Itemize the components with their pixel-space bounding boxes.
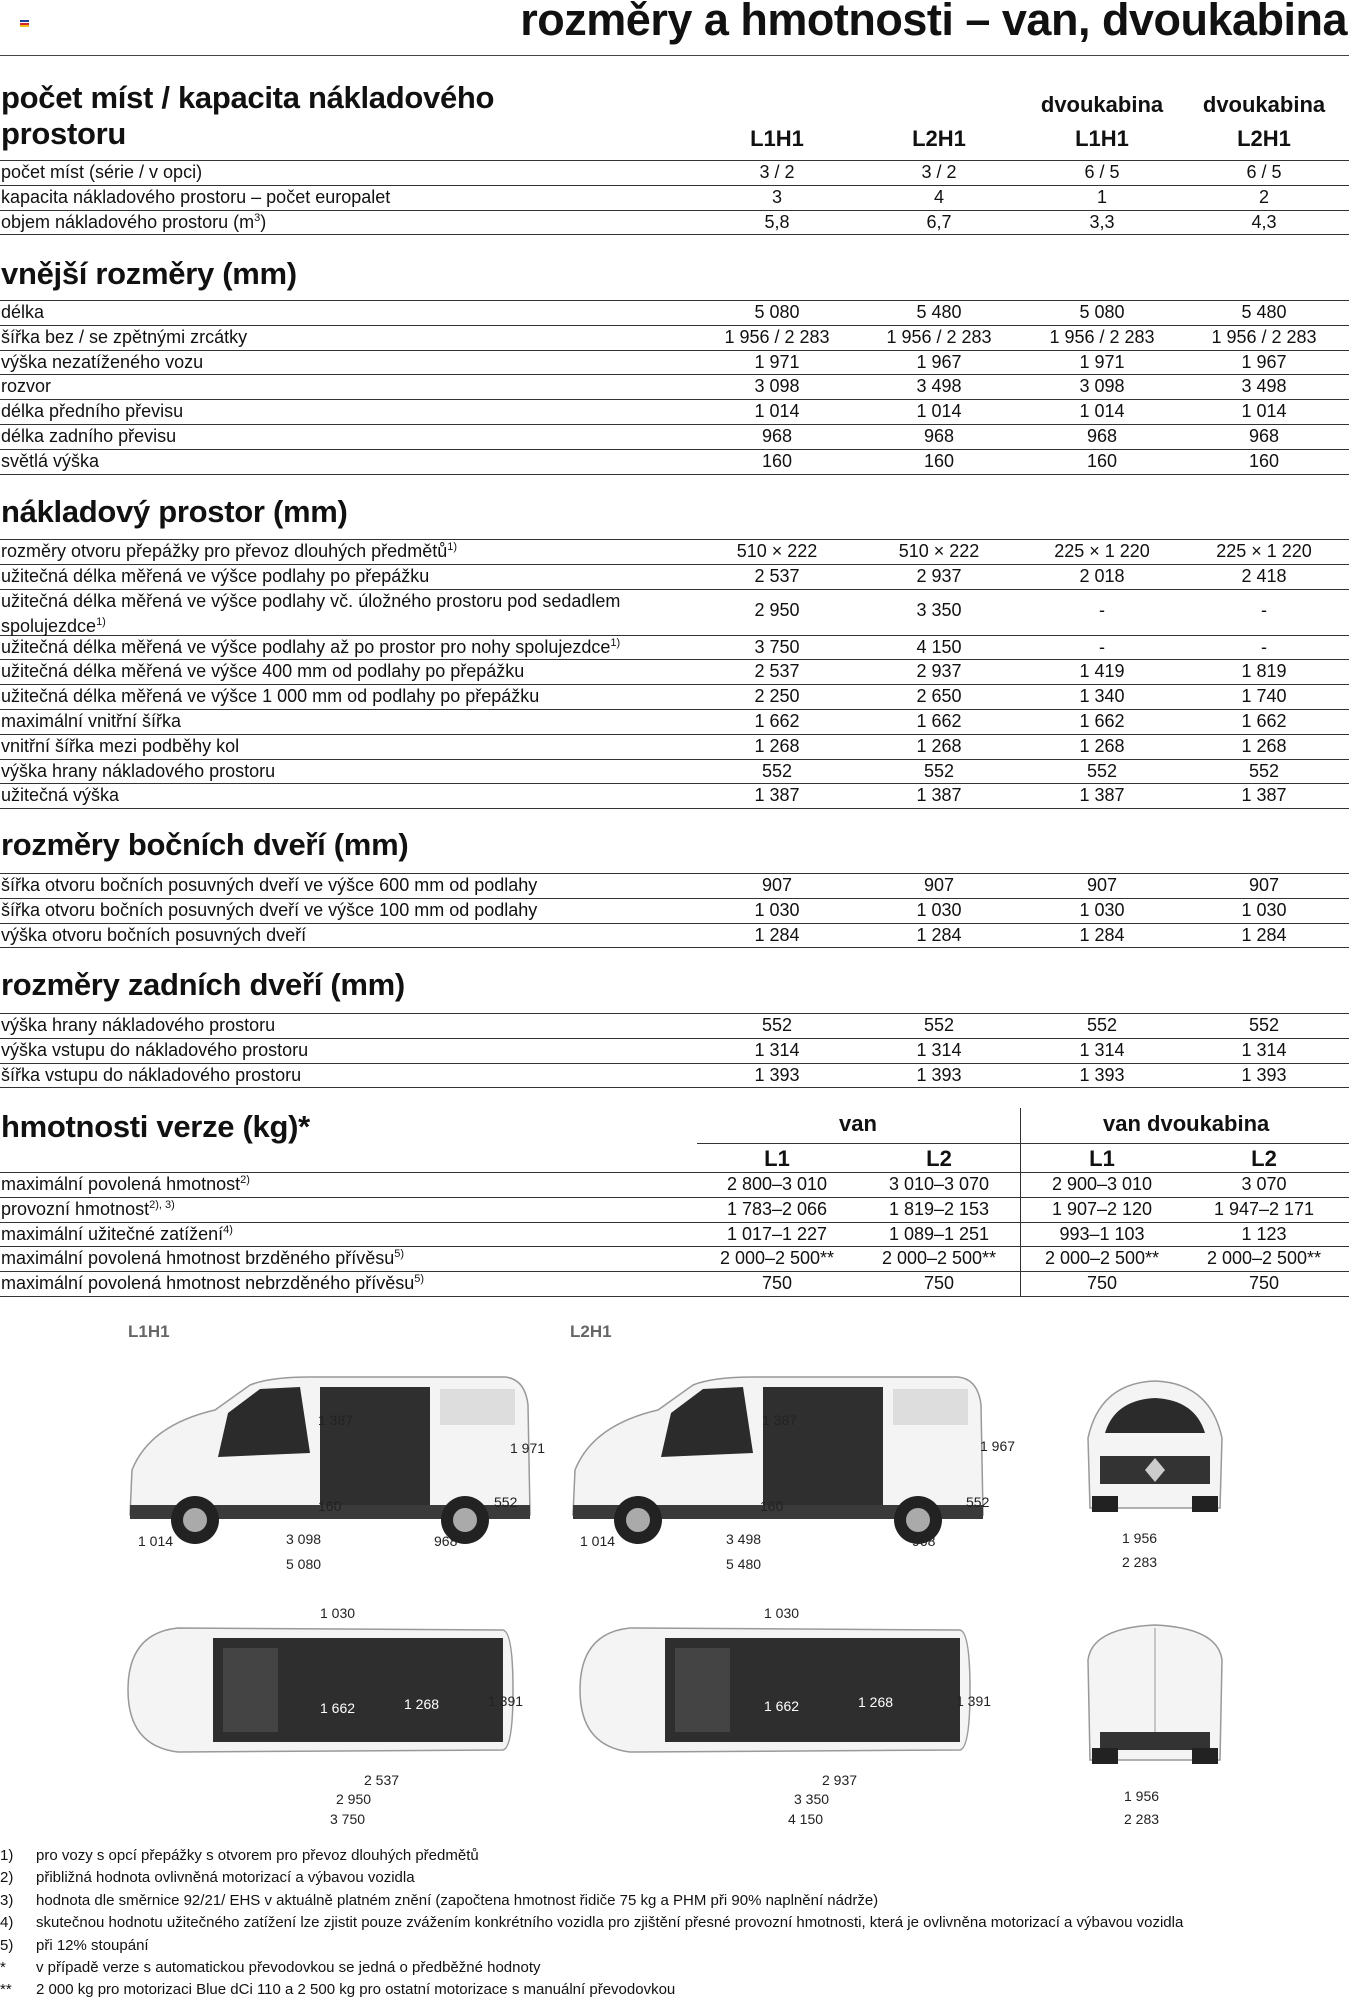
table-cell: 552 [923,1015,955,1035]
table-cell: 552 [761,1015,793,1035]
table-cell: 552 [1248,1015,1280,1035]
table-cell: 3 498 [916,376,962,397]
table-cell: 907 [1086,875,1118,895]
table-cell: 1 284 [1241,924,1287,945]
l2-rear-overhang: 968 [912,1533,936,1549]
table-cell: 907 [761,875,793,895]
table-row [0,710,1349,735]
table-row [0,301,1349,326]
l1-sill: 552 [494,1494,518,1510]
table-cell: 4 150 [916,636,962,657]
row-label: šířka bez / se zpětnými zrcátky [1,326,248,347]
row-label: délka [1,302,45,322]
table-cell: 160 [1086,450,1118,471]
table-cell: 907 [923,875,955,895]
row-label: užitečná délka měřená ve výšce podlahy až po prostor pro nohy spolujezdce$^{1)}$ [1,636,621,657]
footnote-number: 4) [0,1914,14,1932]
table-cell: 1 340 [1079,686,1125,707]
table-row [0,1064,1349,1089]
table-cell: 1 268 [916,735,962,756]
table-row [0,924,1349,949]
table-cell: 1 387 [916,785,962,806]
table-cell: 750 [923,1273,955,1294]
table-cell: 6 / 5 [1084,162,1120,182]
footnote-number: 3) [0,1891,14,1909]
row-label: maximální vnitřní šířka [1,711,182,731]
table-cell: 3 070 [1241,1174,1287,1194]
col-top-4: dvoukabina [1202,92,1326,117]
table-row [0,1272,1349,1297]
table-row [0,1014,1349,1039]
footnote-number: 1) [0,1847,14,1864]
l2-max-width: 1 662 [764,1698,800,1714]
w-col-4: L2 [1251,1146,1277,1171]
table-row [0,425,1349,450]
table-row [0,660,1349,685]
row-label: maximální povolená hmotnost brzděného přívěsu$^{5)}$ [1,1248,405,1269]
rear-view [1070,1620,1240,1770]
table-cell: 1 314 [916,1039,962,1060]
table-cell: 1 030 [916,899,962,920]
table-cell: 1 387 [1241,785,1287,806]
table-cell: 993–1 103 [1059,1223,1145,1244]
table-cell: - [1099,636,1105,657]
table-cell: 968 [1086,426,1118,446]
table-row [0,1039,1349,1064]
diagram-label-l2h1: L2H1 [570,1322,612,1341]
table-row [0,565,1349,590]
table-cell: 510 × 222 [898,541,980,561]
table-cell: 1 017–1 227 [726,1223,828,1244]
table-cell: 552 [761,760,793,781]
table-row [0,685,1349,710]
capacity-title-line1: počet míst / kapacita nákladového [1,80,495,115]
table-cell: 1 956 / 2 283 [724,326,830,347]
l2-len-3: 4 150 [788,1811,824,1827]
row-label: výška nezatíženého vozu [1,351,204,372]
col-bottom-1: L1H1 [750,126,804,151]
table-cell: 968 [923,426,955,446]
table-cell: 3 750 [754,636,800,657]
row-label: délka předního převisu [1,401,184,422]
table-cell: 1 971 [1079,351,1125,372]
row-label: kapacita nákladového prostoru – počet europalet [1,186,391,207]
table-row [0,375,1349,400]
table-cell: 1 314 [754,1039,800,1060]
table-row [0,1198,1349,1223]
table-cell: 1 740 [1241,686,1287,707]
table-row [0,760,1349,785]
footnote-text: v případě verze s automatickou převodovkou se jedná o předběžné hodnoty [36,1959,541,1976]
row-label: výška vstupu do nákladového prostoru [1,1039,309,1060]
table-cell: 160 [923,450,955,471]
group-van: van [839,1111,877,1136]
table-cell: 5,8 [764,211,790,232]
table-cell: 1 014 [1241,401,1287,422]
row-label: počet míst (série / v opci) [1,162,203,182]
table-row [0,735,1349,760]
table-cell: 2 [1258,186,1269,207]
table-cell: 1 662 [754,711,800,731]
rear-doors-title: rozměry zadních dveří (mm) [1,967,405,1002]
table-cell: 2 950 [754,599,800,620]
table-row [0,784,1349,809]
table-row [0,590,1349,636]
table-cell: 3 010–3 070 [888,1174,990,1194]
w-col-3: L1 [1089,1146,1115,1171]
l2-rear-width: 1 391 [956,1693,992,1709]
col-bottom-4: L2H1 [1237,126,1291,151]
rear-width: 1 956 [1124,1788,1160,1804]
table-cell: 552 [1248,760,1280,781]
table-cell: 2 000–2 500** [719,1248,835,1269]
table-cell: 1 387 [1079,785,1125,806]
l1h1-top-view [118,1618,518,1763]
table-cell: 2 900–3 010 [1051,1174,1153,1194]
l1-ground: 160 [318,1498,342,1514]
table-cell: 5 480 [1241,302,1287,322]
table-cell: 750 [1086,1273,1118,1294]
table-row [0,1223,1349,1248]
group-van-dvoukabina: van dvoukabina [1103,1111,1270,1136]
row-label: užitečná délka měřená ve výšce 400 mm od podlahy po přepážku [1,661,525,682]
table-cell: 4 [933,186,944,207]
row-label: užitečná délka měřená ve výšce podlahy po přepážku [1,565,430,586]
table-cell: 1 967 [1241,351,1287,372]
table-row [0,351,1349,376]
footnote-number: 5) [0,1936,14,1954]
table-cell: 1 284 [1079,924,1125,945]
l1-wheel-width: 1 268 [404,1696,440,1712]
table-row [0,450,1349,475]
table-cell: 510 × 222 [736,541,818,561]
l1h1-side-view [110,1365,540,1565]
l1-len-2: 2 950 [336,1791,372,1807]
table-cell: 3 098 [1079,376,1125,397]
table-cell: 3,3 [1089,211,1115,232]
table-cell: 1 030 [1241,899,1287,920]
table-cell: 1 089–1 251 [888,1223,990,1244]
row-label: provozní hmotnost$^{2), 3)}$ [1,1198,175,1219]
footnote-text: skutečnou hodnotu užitečného zatížení lze zjistit pouze zvážením konkrétního vozidla pro zjištění přesné provozní hmotnosti, která je ovlivněna motorizací a výbavou vozidla [36,1914,1184,1932]
footnote-text: při 12% stoupání [36,1936,149,1954]
table-cell: 1 956 / 2 283 [1049,326,1155,347]
table-cell: 1 [1096,186,1107,207]
table-cell: 2 418 [1241,565,1287,586]
table-cell: 6,7 [926,211,952,232]
table-cell: 1 393 [1241,1064,1287,1085]
footnote-text: přibližná hodnota ovlivněná motorizací a výbavou vozidla [36,1869,415,1887]
l1-wheelbase: 3 098 [286,1531,322,1547]
table-cell: 1 947–2 171 [1213,1198,1315,1219]
table-cell: 1 284 [916,924,962,945]
table-cell: 1 819 [1241,661,1287,682]
row-label: výška hrany nákladového prostoru [1,1015,276,1035]
table-cell: 1 284 [754,924,800,945]
table-cell: 750 [1248,1273,1280,1294]
table-cell: 968 [761,426,793,446]
footnote-text: pro vozy s opcí přepážky s otvorem pro převoz dlouhých předmětů [36,1847,479,1864]
l2-door-width: 1 030 [764,1605,800,1621]
table-cell: 3 498 [1241,376,1287,397]
table-cell: 2 537 [754,661,800,682]
l2-ground: 160 [760,1498,784,1514]
table-cell: 3 098 [754,376,800,397]
table-cell: 1 956 / 2 283 [1211,326,1317,347]
table-cell: - [1099,599,1105,620]
row-label: vnitřní šířka mezi podběhy kol [1,735,240,756]
l1-len-1: 2 537 [364,1772,400,1788]
diagram-label-l1h1: L1H1 [128,1322,170,1341]
table-cell: 160 [761,450,793,471]
l2-wheel-width: 1 268 [858,1694,894,1710]
capacity-title-line2: prostoru [1,116,127,151]
row-label: délka zadního převisu [1,426,177,446]
table-cell: 1 967 [916,351,962,372]
l1-front-overhang: 1 014 [138,1533,174,1549]
footnote-number: 2) [0,1869,14,1887]
table-cell: 2 937 [916,565,962,586]
footnote-text: 2 000 kg pro motorizaci Blue dCi 110 a 2 500 kg pro ostatní motorizace s manuální převodovkou [36,1981,676,1999]
table-row [0,211,1349,236]
table-cell: 5 080 [1079,302,1125,322]
table-row [0,400,1349,425]
table-cell: 2 000–2 500** [1044,1248,1160,1269]
page-header [0,0,1349,56]
table-cell: 1 971 [754,351,800,372]
l2-cargo-height: 1 387 [762,1412,798,1428]
table-cell: 2 937 [916,661,962,682]
w-col-1: L1 [764,1146,790,1171]
table-row [0,1173,1349,1198]
row-label: maximální povolená hmotnost$^{2)}$ [1,1174,250,1194]
flag-icon [20,20,29,27]
table-cell: 5 080 [754,302,800,322]
table-cell: 1 662 [1241,711,1287,731]
weights-group-rule [697,1143,1349,1144]
l1-rear-width: 1 391 [488,1693,524,1709]
row-label: šířka otvoru bočních posuvných dveří ve výšce 100 mm od podlahy [1,899,538,920]
table-cell: 552 [923,760,955,781]
col-bottom-3: L1H1 [1075,126,1129,151]
row-label: výška hrany nákladového prostoru [1,760,276,781]
rear-width-mirrors: 2 283 [1124,1811,1160,1827]
l2-wheelbase: 3 498 [726,1531,762,1547]
table-cell: 1 956 / 2 283 [886,326,992,347]
row-label: maximální užitečné zatížení$^{4)}$ [1,1223,233,1244]
table-cell: 1 014 [916,401,962,422]
l1-length: 5 080 [286,1556,322,1572]
table-cell: 1 387 [754,785,800,806]
table-cell: 1 268 [754,735,800,756]
table-row [0,186,1349,211]
row-label: užitečná délka měřená ve výšce 1 000 mm od podlahy po přepážku [1,686,540,707]
table-cell: 1 393 [916,1064,962,1085]
row-label: šířka otvoru bočních posuvných dveří ve výšce 600 mm od podlahy [1,875,538,895]
table-cell: 1 314 [1079,1039,1125,1060]
l2-len-2: 3 350 [794,1791,830,1807]
table-cell: 2 000–2 500** [1206,1248,1322,1269]
table-row [0,326,1349,351]
l2-sill: 552 [966,1494,990,1510]
table-cell: 1 662 [916,711,962,731]
side-doors-title: rozměry bočních dveří (mm) [1,827,409,862]
table-cell: 1 030 [754,899,800,920]
footnote-text: hodnota dle směrnice 92/21/ EHS v aktuálně platném znění (započtena hmotnost řidiče 75 kg a PHM při 90% naplnění nádrže) [36,1891,879,1909]
col-bottom-2: L2H1 [912,126,966,151]
front-width-mirrors: 2 283 [1122,1554,1158,1570]
table-cell: 1 393 [1079,1064,1125,1085]
row-label: světlá výška [1,450,100,471]
w-col-2: L2 [926,1146,952,1171]
table-cell: 552 [1086,1015,1118,1035]
table-row [0,874,1349,899]
table-cell: 1 393 [754,1064,800,1085]
l2-length: 5 480 [726,1556,762,1572]
l1-door-width: 1 030 [320,1605,356,1621]
front-view [1070,1378,1240,1518]
table-cell: 907 [1248,875,1280,895]
table-cell: 1 662 [1079,711,1125,731]
col-top-3: dvoukabina [1040,92,1164,117]
row-label: užitečná výška [1,785,120,806]
l1-rear-overhang: 968 [434,1533,458,1549]
table-cell: 2 800–3 010 [726,1174,828,1194]
table-cell: 552 [1086,760,1118,781]
table-row [0,899,1349,924]
l2h1-top-view [570,1618,975,1763]
table-row [0,161,1349,186]
table-cell: 1 907–2 120 [1051,1198,1153,1219]
table-cell: 1 268 [1079,735,1125,756]
l2-front-overhang: 1 014 [580,1533,616,1549]
table-cell: 4,3 [1251,211,1277,232]
exterior-title: vnější rozměry (mm) [1,256,297,291]
table-cell: 1 268 [1241,735,1287,756]
row-label: maximální povolená hmotnost nebrzděného přívěsu$^{5)}$ [1,1273,425,1294]
row-label: rozměry otvoru přepážky pro převoz dlouhých předmětů$^{1)}$ [1,541,457,561]
page-title: rozměry a hmotnosti – van, dvoukabina [520,0,1347,45]
footnote-number: * [0,1959,6,1976]
cargo-title: nákladový prostor (mm) [1,494,348,529]
table-cell: 968 [1248,426,1280,446]
l2-len-1: 2 937 [822,1772,858,1788]
row-label: objem nákladového prostoru $(m^3)$ [1,211,267,232]
table-row [0,636,1349,661]
table-cell: 2 537 [754,565,800,586]
table-cell: - [1261,636,1267,657]
table-cell: 1 783–2 066 [726,1198,828,1219]
table-cell: 160 [1248,450,1280,471]
table-cell: 3 / 2 [759,162,795,182]
table-cell: 225 × 1 220 [1216,541,1312,561]
table-cell: 5 480 [916,302,962,322]
l1-height: 1 971 [510,1440,546,1456]
row-label: šířka vstupu do nákladového prostoru [1,1064,302,1085]
table-cell: 750 [761,1273,793,1294]
table-row [0,1247,1349,1272]
table-cell: 1 819–2 153 [888,1198,990,1219]
table-cell: - [1261,599,1267,620]
table-cell: 1 314 [1241,1039,1287,1060]
l1-len-3: 3 750 [330,1811,366,1827]
table-cell: 3 350 [916,599,962,620]
table-cell: 1 030 [1079,899,1125,920]
table-cell: 2 018 [1079,565,1125,586]
row-label: užitečná délka měřená ve výšce podlahy vč. úložného prostoru pod sedadlem spolujezdce$^{1)}$ [1,590,621,636]
weights-title: hmotnosti verze (kg)* [1,1109,310,1144]
table-cell: 6 / 5 [1246,162,1282,182]
row-label: rozvor [1,376,52,397]
table-row [0,540,1349,565]
front-width: 1 956 [1122,1530,1158,1546]
row-label: výška otvoru bočních posuvných dveří [1,924,307,945]
table-cell: 1 014 [1079,401,1125,422]
l2-height: 1 967 [980,1438,1016,1454]
l1-cargo-height: 1 387 [318,1412,354,1428]
table-cell: 3 / 2 [921,162,957,182]
table-cell: 1 419 [1079,661,1125,682]
table-cell: 1 014 [754,401,800,422]
l1-max-width: 1 662 [320,1700,356,1716]
table-cell: 1 123 [1241,1223,1287,1244]
table-cell: 225 × 1 220 [1054,541,1150,561]
table-cell: 2 650 [916,686,962,707]
table-cell: 3 [771,186,782,207]
table-cell: 2 000–2 500** [881,1248,997,1269]
footnote-number: ** [0,1981,12,1999]
table-cell: 2 250 [754,686,800,707]
